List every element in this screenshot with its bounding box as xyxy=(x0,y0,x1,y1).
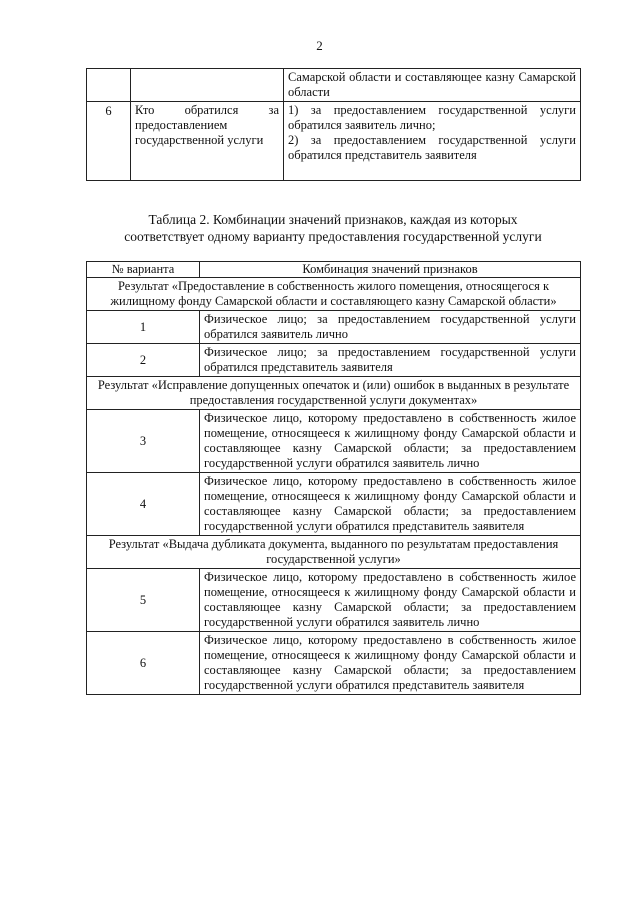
group-row xyxy=(87,278,581,311)
combination-cell: Физическое лицо, которому предоставлено в собственность жилое помещение, относящееся к жилищному фонду Самарской области и составляющее казну Самарской области; за предоставлением государственной услуги обратился заявитель лично xyxy=(200,569,581,632)
group-row xyxy=(87,377,581,410)
table-row xyxy=(87,311,581,344)
group-title: Результат «Исправление допущенных опечаток и (или) ошибок в выданных в результате предоставления государственной услуги документах» xyxy=(87,377,581,410)
table-row xyxy=(87,569,581,632)
empty-cell xyxy=(87,69,131,102)
table-row xyxy=(87,632,581,695)
caption-line: соответствует одному варианту предоставления государственной услуги xyxy=(124,229,542,244)
row-number: 6 xyxy=(87,102,131,181)
group-title: Результат «Предоставление в собственность жилого помещения, относящегося к жилищному фонду Самарской области и составляющего казну Самарской области» xyxy=(87,278,581,311)
caption-line: Таблица 2. Комбинации значений признаков, каждая из которых xyxy=(148,212,518,227)
group-row xyxy=(87,536,581,569)
variant-number: 5 xyxy=(87,569,200,632)
value-item: 2) за предоставлением государственной услуги обратился представитель заявителя xyxy=(288,133,576,162)
table-row xyxy=(87,344,581,377)
table-caption xyxy=(86,211,580,245)
group-title: Результат «Выдача дубликата документа, выданного по результатам предоставления государственной услуги» xyxy=(87,536,581,569)
page-number: 2 xyxy=(316,38,323,53)
value-item: 1) за предоставлением государственной услуги обратился заявитель лично; xyxy=(288,103,576,132)
variant-number: 4 xyxy=(87,473,200,536)
table-row xyxy=(87,410,581,473)
variant-number: 2 xyxy=(87,344,200,377)
criterion-cell: Кто обратился за предоставлением государственной услуги xyxy=(131,102,284,181)
combination-cell: Физическое лицо, которому предоставлено в собственность жилое помещение, относящееся к жилищному фонду Самарской области и составляющее казну Самарской области; за предоставлением государственной услуги обратился представитель заявителя xyxy=(200,632,581,695)
variant-number: 6 xyxy=(87,632,200,695)
combination-cell: Физическое лицо; за предоставлением государственной услуги обратился представитель заявителя xyxy=(200,344,581,377)
combination-cell: Физическое лицо, которому предоставлено в собственность жилое помещение, относящееся к жилищному фонду Самарской области и составляющее казну Самарской области; за предоставлением государственной услуги обратился представитель заявителя xyxy=(200,473,581,536)
combinations-table xyxy=(86,261,581,695)
continuation-cell: Самарской области и составляющее казну Самарской области xyxy=(284,69,581,102)
combination-cell: Физическое лицо; за предоставлением государственной услуги обратился заявитель лично xyxy=(200,311,581,344)
variant-number: 1 xyxy=(87,311,200,344)
header-variant: № варианта xyxy=(87,262,200,278)
variant-number: 3 xyxy=(87,410,200,473)
table-row xyxy=(87,102,581,181)
empty-cell xyxy=(131,69,284,102)
combination-cell: Физическое лицо, которому предоставлено в собственность жилое помещение, относящееся к жилищному фонду Самарской области и составляющее казну Самарской области; за предоставлением государственной услуги обратился заявитель лично xyxy=(200,410,581,473)
values-cell xyxy=(284,102,581,181)
table-header-row xyxy=(87,262,581,278)
attributes-table-continued xyxy=(86,68,581,181)
table-row xyxy=(87,69,581,102)
table-row xyxy=(87,473,581,536)
header-combination: Комбинация значений признаков xyxy=(200,262,581,278)
